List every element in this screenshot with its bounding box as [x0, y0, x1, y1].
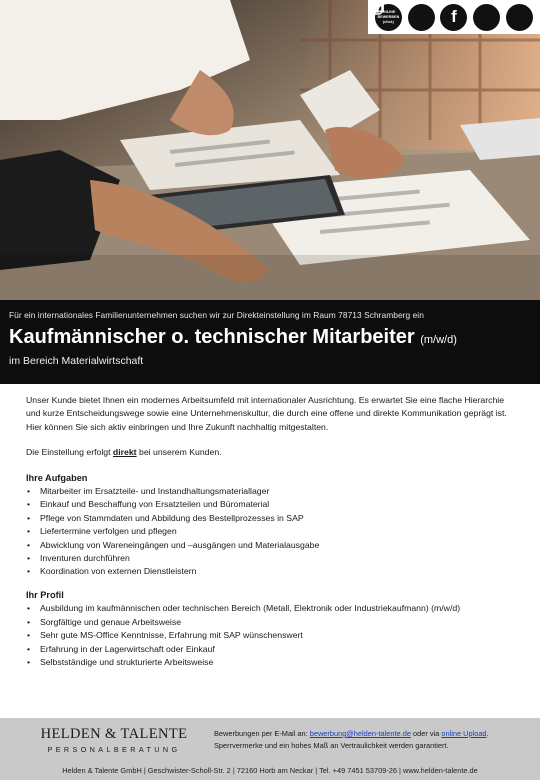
application-info	[214, 728, 532, 752]
company-intro: Unser Kunde bietet Ihnen ein modernes Arbeitsumfeld mit internationaler Ausrichtung. Es erwartet Sie eine flache Hierarchie und kurze Entscheidungswege sowie eine Unternehmenskultur, die durch eine offene und direkte Kommunikation geprägt ist. Hier können Sie sich aktiv einbringen und Ihre Zukunft nachhaltig mitgestalten.	[26, 395, 507, 432]
intro-line: Für ein internationales Familienunternehmen suchen wir zur Direkteinstellung im Raum 78713 Schramberg ein	[9, 310, 424, 320]
apply-end: .	[486, 729, 489, 738]
apply-email-link[interactable]: bewerbung@helden-talente.de	[309, 729, 411, 738]
list-item: • Liefertermine verfolgen und pflegen	[26, 525, 516, 538]
tasks-list	[26, 485, 516, 579]
brand-logo	[34, 726, 194, 754]
list-item: • Inventuren durchführen	[26, 552, 516, 565]
instagram-icon[interactable]	[473, 4, 500, 31]
social-bar	[368, 0, 540, 34]
online-apply-line1: ONLINE	[381, 9, 396, 14]
apply-mid: oder via	[410, 729, 442, 738]
list-item: • Sehr gute MS-Office Kenntnisse, Erfahrung mit SAP wünschenswert	[26, 629, 516, 642]
job-area: im Bereich Materialwirtschaft	[9, 355, 144, 367]
brand-subtitle: PERSONALBERATUNG	[47, 745, 181, 754]
list-item: • Einkauf und Beschaffung von Ersatzteilen und Büromaterial	[26, 498, 516, 511]
job-description	[26, 394, 516, 679]
list-item: • Erfahrung in der Lagerwirtschaft oder Einkauf	[26, 643, 516, 656]
list-item: • Abwicklung von Wareneingängen und –ausgängen und Materialausgabe	[26, 539, 516, 552]
list-item: • Koordination von externen Dienstleistern	[26, 565, 516, 578]
hero-image	[0, 0, 540, 300]
mail-icon[interactable]	[408, 4, 435, 31]
facebook-icon[interactable]	[440, 4, 467, 31]
profile-list	[26, 602, 516, 669]
apply-prefix: Bewerbungen per E-Mail an:	[214, 729, 310, 738]
xing-icon[interactable]	[506, 4, 533, 31]
confidentiality-note: Sperrvermerke und ein hohes Maß an Vertraulichkeit werden garantiert.	[214, 741, 449, 750]
online-apply-line3: (click)	[382, 19, 394, 24]
hire-before: Die Einstellung erfolgt	[26, 447, 113, 458]
hire-after: bei unserem Kunden.	[136, 447, 222, 458]
company-address: Helden & Talente GmbH | Geschwister-Scholl-Str. 2 | 72160 Horb am Neckar | Tel. +49 7451 53709-26 | www.helden-talente.de	[62, 766, 478, 775]
title-band	[0, 300, 540, 384]
list-item: • Selbstständige und strukturierte Arbeitsweise	[26, 656, 516, 669]
profile-heading: Ihr Profil	[26, 589, 64, 600]
job-title-text: Kaufmännischer o. technischer Mitarbeiter	[9, 326, 415, 348]
gender-suffix: (m/w/d)	[420, 334, 457, 346]
facebook-glyph: f	[451, 7, 457, 26]
list-item: • Pflege von Stammdaten und Abbildung des Bestellprozesses in SAP	[26, 512, 516, 525]
list-item: • Sorgfältige und genaue Arbeitsweise	[26, 616, 516, 629]
list-item: • Ausbildung im kaufmännischen oder technischen Bereich (Metall, Elektronik oder Industriekaufmann) (m/w/d)	[26, 602, 516, 615]
hire-highlight: direkt	[112, 447, 137, 458]
brand-name: HELDEN & TALENTE	[40, 726, 188, 742]
hire-statement	[26, 446, 516, 459]
tasks-heading: Ihre Aufgaben	[26, 472, 88, 483]
online-upload-link[interactable]: online Upload	[441, 729, 487, 738]
list-item: • Mitarbeiter im Ersatzteile- und Instandhaltungsmateriallager	[26, 485, 516, 498]
office-desk-illustration	[0, 0, 540, 300]
job-title	[9, 326, 532, 351]
online-apply-line2: BEWERBEN	[377, 14, 400, 19]
footer	[0, 718, 540, 780]
